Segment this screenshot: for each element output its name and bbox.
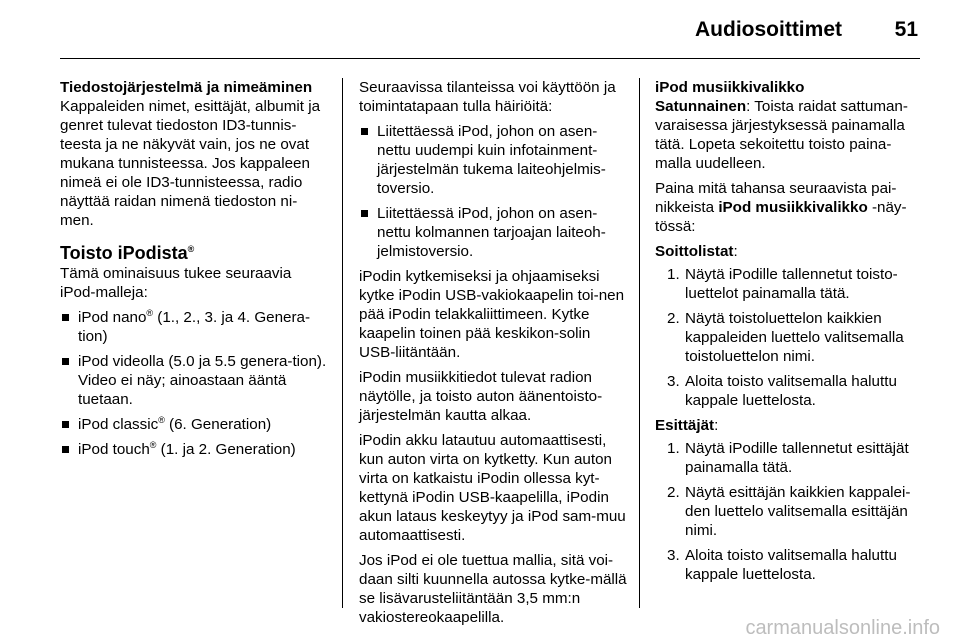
text-suffix: -näy-tössä:	[655, 199, 907, 235]
step-text: Näytä toistoluettelon kaikkien kappaleiden luettelo valitsemalla toistoluettelon nimi.	[685, 310, 904, 365]
item-text: iPod classic	[78, 416, 159, 433]
list-item	[655, 265, 927, 303]
section-heading-music-menu: iPod musiikkivalikko	[655, 79, 805, 96]
list-item	[60, 415, 328, 434]
item-text-suffix: (6. Generation)	[164, 416, 272, 433]
step-text: Näytä esittäjän kaikkien kappalei-den luettelo valitsemalla esittäjän nimi.	[685, 484, 911, 539]
step-number: 3.	[667, 373, 680, 390]
column-2	[359, 78, 627, 633]
item-text-suffix: (1. ja 2. Generation)	[156, 441, 296, 458]
shuffle-label: Satunnainen	[655, 98, 747, 115]
step-text: Aloita toisto valitsemalla haluttu kappale luettelosta.	[685, 373, 897, 409]
step-number: 1.	[667, 266, 680, 283]
playlists-steps	[655, 265, 927, 410]
list-item: Liitettäessä iPod, johon on asen-nettu kolmannen tarjoajan laiteoh-jelmistoversio.	[359, 204, 627, 261]
step-number: 1.	[667, 440, 680, 457]
paragraph-issues-intro: Seuraavissa tilanteissa voi käyttöön ja toimintatapaan tulla häiriöitä:	[359, 79, 616, 115]
shuffle-text: : Toista raidat sattuman-varaisessa järjestyksessä painamalla tätä. Lopeta sekoitettu toisto paina-malla uudelleen.	[655, 98, 908, 172]
column-1	[60, 78, 328, 465]
artists-steps	[655, 439, 927, 584]
playlists-label	[655, 242, 927, 261]
label-colon: :	[714, 417, 719, 434]
paragraph-press-buttons	[655, 179, 927, 236]
list-item	[60, 440, 328, 459]
label-text: Soittolistat	[655, 243, 734, 260]
page-header	[0, 18, 960, 48]
label-colon: :	[733, 243, 738, 260]
paragraph-display: iPodin musiikkitiedot tulevat radion näytölle, ja toisto auton äänentoisto-järjestelmän kautta alkaa.	[359, 369, 603, 424]
menu-name: iPod musiikkivalikko	[718, 199, 868, 216]
list-item: Liitettäessä iPod, johon on asen-nettu uudempi kuin infotainment-järjestelmän tukema laiteohjelmis-toversio.	[359, 122, 627, 198]
paragraph-unsupported: Jos iPod ei ole tuettua mallia, sitä voi-daan silti kuunnella autossa kytke-mällä se lisävarusteliitäntään 3,5 mm:n vakiostereokaapelilla.	[359, 552, 627, 626]
registered-mark: ®	[146, 307, 154, 318]
watermark: carmanualsonline.info	[745, 617, 940, 639]
list-item	[655, 372, 927, 410]
step-text: Näytä iPodille tallennetut esittäjät painamalla tätä.	[685, 440, 909, 476]
registered-mark: ®	[158, 414, 165, 425]
list-item	[655, 439, 927, 477]
text-prefix: Paina mitä tahansa seuraavista pai-nikkeista	[655, 180, 897, 216]
header-rule	[60, 58, 920, 59]
issues-list	[359, 122, 627, 261]
column-3	[655, 78, 927, 590]
step-number: 2.	[667, 310, 680, 327]
item-text: iPod videolla (5.0 ja 5.5 genera-tion). Video ei näy; ainoastaan ääntä tuetaan.	[78, 353, 327, 408]
paragraph-filesystem: Kappaleiden nimet, esittäjät, albumit ja genret tulevat tiedoston ID3-tunnis-teesta ja ne näkyvät vain, jos ne ovat mukana tunnisteessa. Jos kappaleen nimeä ei ole ID3-tunnisteessa, radio näyttää raidan nimenä tiedoston ni-men.	[60, 98, 321, 229]
page-number: 51	[894, 18, 918, 41]
header-title: Audiosoittimet	[695, 18, 842, 41]
list-item	[655, 483, 927, 540]
heading-text: Toisto iPodista	[60, 243, 188, 263]
list-item	[60, 352, 328, 409]
column-divider-1	[342, 78, 343, 608]
step-number: 2.	[667, 484, 680, 501]
paragraph-connect: iPodin kytkemiseksi ja ohjaamiseksi kytke iPodin USB-vakiokaapelin toi-nen pää iPodin telakkaliittimeen. Kytke kaapelin toinen pää keskikon-solin USB-liitäntään.	[359, 268, 625, 361]
paragraph-supported-models: Tämä ominaisuus tukee seuraavia iPod-malleja:	[60, 265, 292, 301]
section-heading-filesystem: Tiedostojärjestelmä ja nimeäminen	[60, 79, 313, 96]
step-text: Näytä iPodille tallennetut toisto-luettelot painamalla tätä.	[685, 266, 898, 302]
artists-label	[655, 416, 927, 435]
label-text: Esittäjät	[655, 417, 715, 434]
section-heading-ipod	[60, 242, 328, 264]
list-item	[655, 309, 927, 366]
item-text: iPod touch	[78, 441, 150, 458]
column-divider-2	[639, 78, 640, 608]
list-item	[60, 308, 328, 346]
list-item	[655, 546, 927, 584]
registered-mark: ®	[149, 439, 157, 450]
paragraph-charging: iPodin akku latautuu automaattisesti, kun auton virta on kytketty. Kun auton virta on katkaistu iPodin ollessa kyt-kettynä iPodin USB-kaapelilla, iPodin akun lataus keskeytyy ja iPod sam-muu automaattisesti.	[359, 432, 626, 544]
supported-models-list	[60, 308, 328, 459]
paragraph-shuffle	[655, 97, 927, 173]
item-text-suffix: (1., 2., 3. ja 4. Genera-tion)	[78, 309, 311, 345]
registered-mark: ®	[187, 244, 195, 254]
step-text: Aloita toisto valitsemalla haluttu kappale luettelosta.	[685, 547, 897, 583]
item-text: iPod nano	[78, 309, 147, 326]
step-number: 3.	[667, 547, 680, 564]
